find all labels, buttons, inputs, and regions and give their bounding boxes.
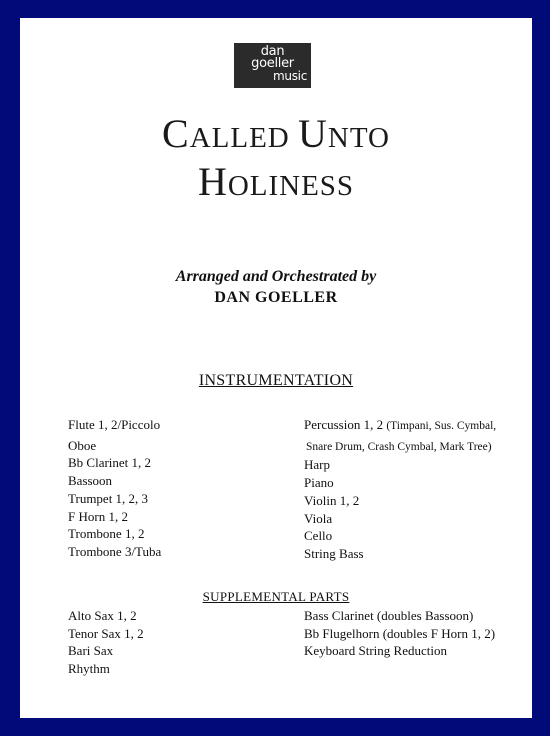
instrument-item: Oboe (68, 437, 97, 453)
supplemental-item: Alto Sax 1, 2 (68, 608, 137, 623)
instrument-item: Violin 1, 2 (304, 492, 360, 508)
arranger-name: DAN GOELLER (214, 289, 338, 306)
arranged-by-label: Arranged and Orchestrated by (175, 268, 377, 285)
supplemental-left-list (68, 607, 144, 678)
score-cover-page (20, 18, 532, 718)
logo-line-1: dan (260, 44, 285, 59)
instrument-item: F Horn 1, 2 (68, 508, 128, 524)
instrument-item: Bb Clarinet 1, 2 (68, 455, 152, 471)
title-cap-c: C (162, 111, 190, 156)
instrument-item: Trombone 3/Tuba (68, 543, 162, 559)
instrument-item: Cello (304, 528, 333, 544)
logo-line-3: music (273, 69, 307, 83)
supplemental-right-list (304, 607, 495, 660)
title-smallcaps-alled: ALLED (189, 122, 298, 154)
instrument-item: Viola (304, 510, 333, 526)
supplemental-item: Bari Sax (68, 643, 114, 659)
supplemental-item: Tenor Sax 1, 2 (68, 625, 144, 641)
instrumentation-right-list (304, 416, 496, 563)
instrumentation-heading: INSTRUMENTATION (198, 372, 354, 389)
instrument-item: Flute 1, 2/Piccolo (68, 417, 161, 432)
percussion-label: Percussion 1, 2 (304, 417, 387, 432)
percussion-detail-continued: Snare Drum, Crash Cymbal, Mark Tree) (306, 440, 492, 453)
title-smallcaps-nto: NTO (327, 122, 390, 154)
title-line-1 (20, 110, 532, 157)
supplemental-item: Bb Flugelhorn (doubles F Horn 1, 2) (304, 625, 496, 641)
title-cap-u: U (298, 111, 328, 156)
supplemental-item: Bass Clarinet (doubles Bassoon) (304, 608, 474, 623)
instrument-item: Harp (304, 457, 330, 473)
supplemental-item: Rhythm (68, 661, 110, 677)
logo-line-2: goeller (251, 56, 294, 71)
instrumentation-left-list (68, 416, 161, 561)
supplemental-parts-heading: SUPPLEMENTAL PARTS (202, 589, 350, 604)
instrument-item: Trombone 1, 2 (68, 526, 145, 542)
instrument-item-percussion (304, 416, 496, 436)
instrument-item: String Bass (304, 545, 364, 561)
title-line-2 (20, 158, 532, 205)
dan-goeller-music-logo (234, 43, 311, 88)
supplemental-item: Keyboard String Reduction (304, 643, 447, 659)
percussion-detail: (Timpani, Sus. Cymbal, (386, 420, 497, 432)
instrument-item: Trumpet 1, 2, 3 (68, 490, 149, 506)
instrument-item: Bassoon (68, 473, 113, 489)
title-smallcaps-oliness: OLINESS (227, 170, 355, 202)
instrument-item: Piano (304, 475, 334, 491)
title-cap-h: H (197, 159, 228, 204)
